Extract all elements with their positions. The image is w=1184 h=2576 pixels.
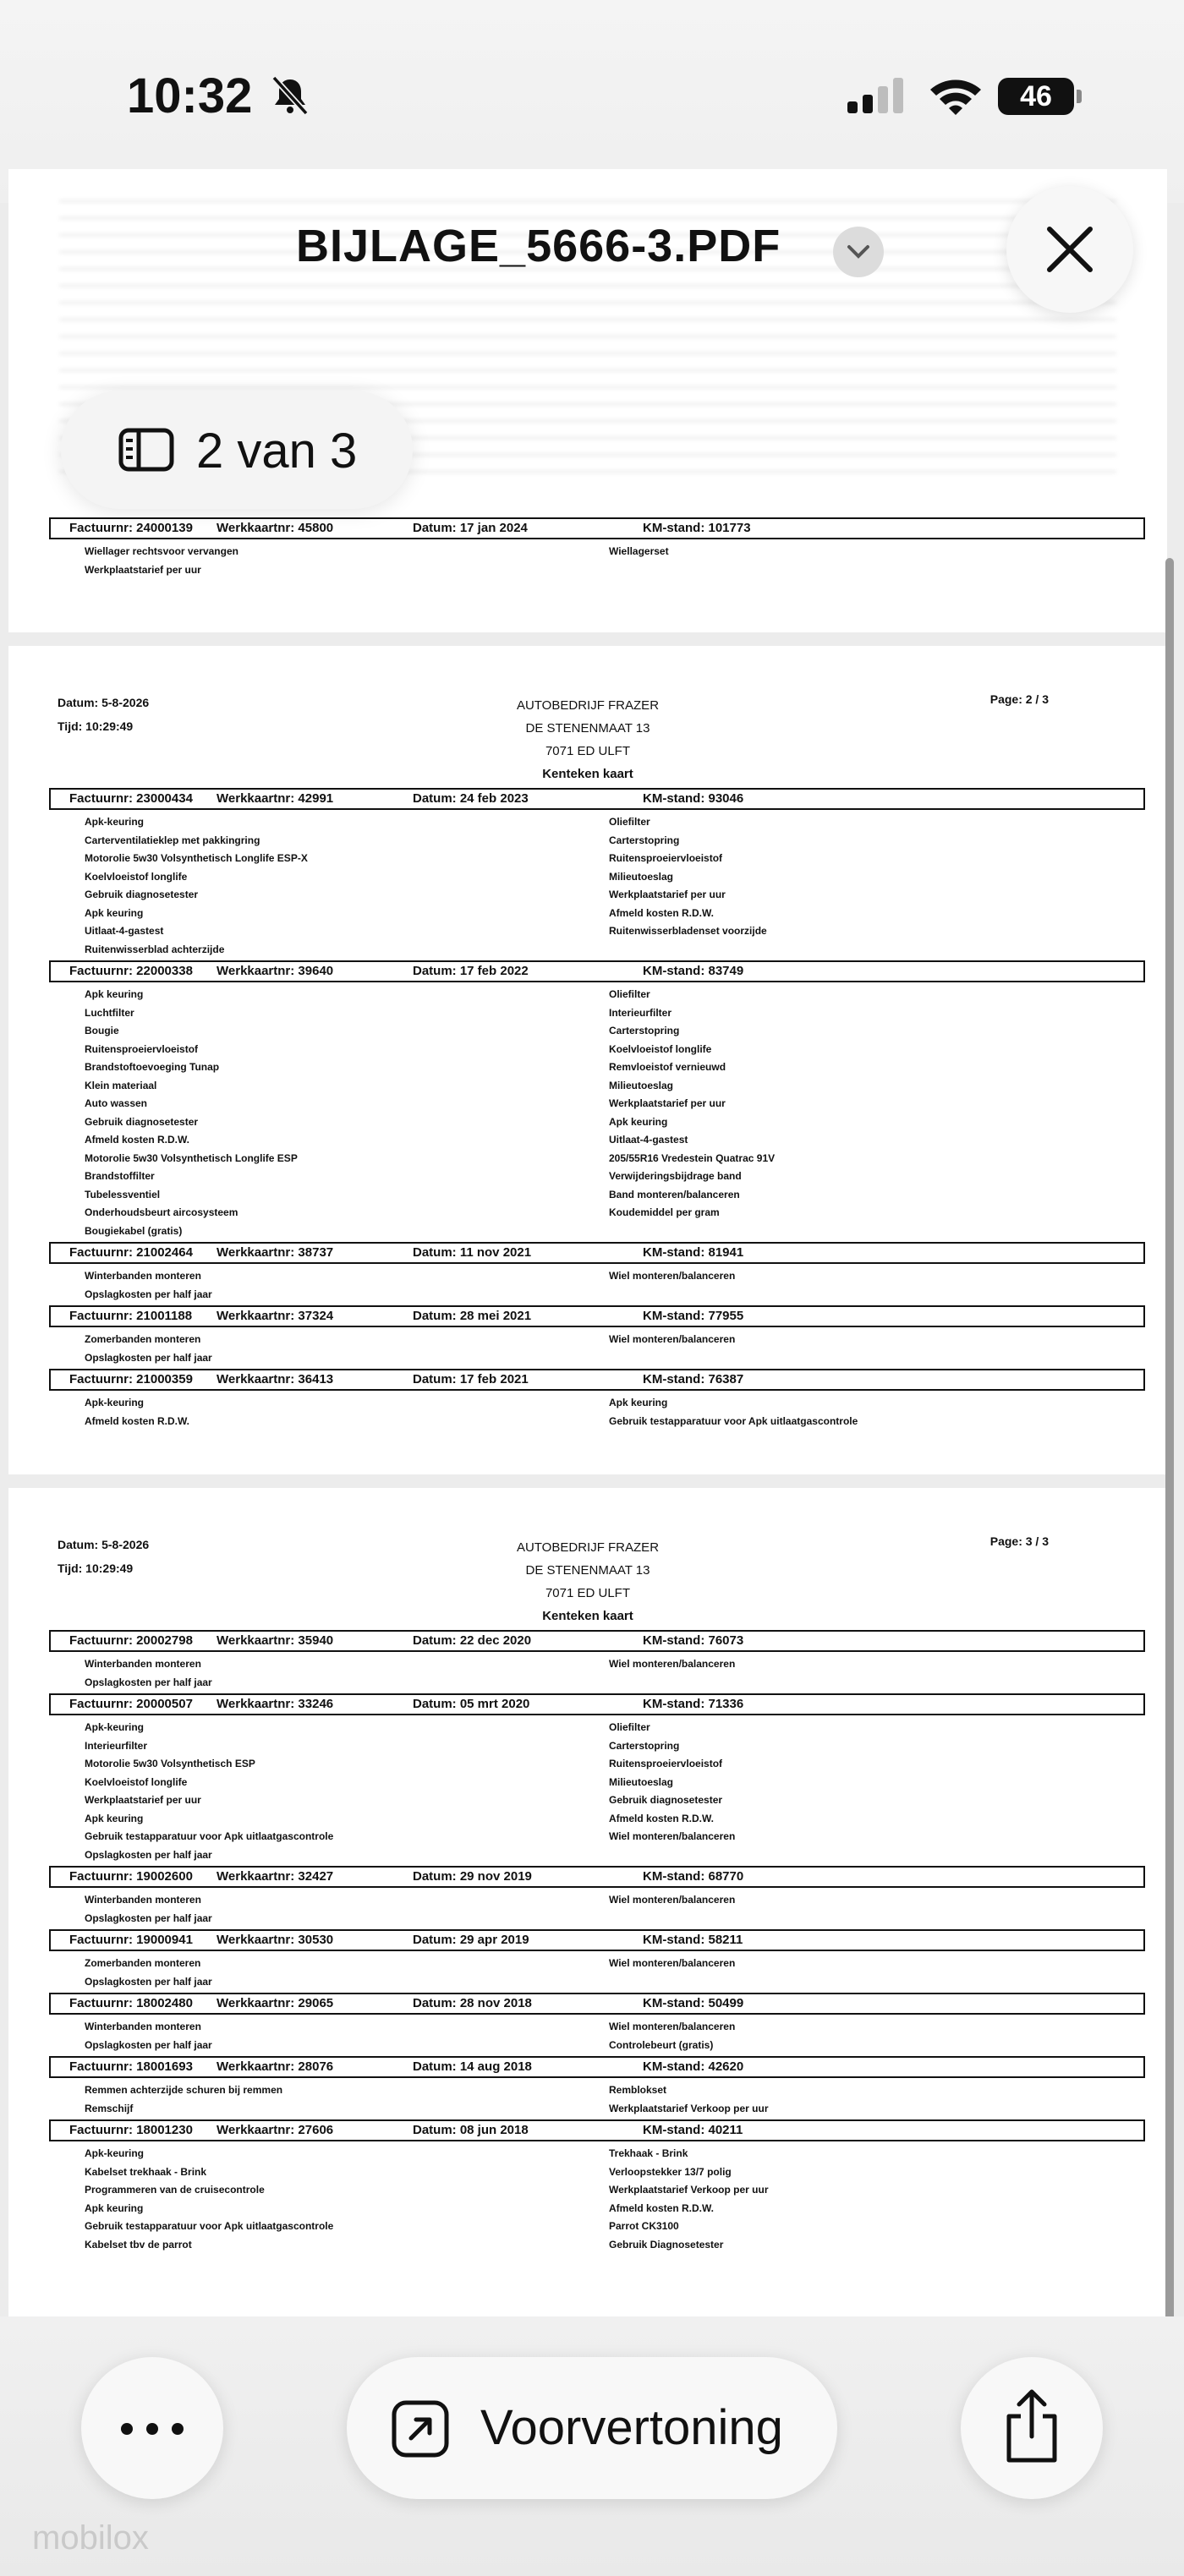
line-item: Brandstoffilter	[85, 1170, 155, 1182]
line-item: Uitlaat-4-gastest	[85, 925, 164, 937]
invoice-date: Datum: 08 jun 2018	[413, 2123, 529, 2137]
km-reading: KM-stand: 68770	[643, 1869, 744, 1884]
line-item: Milieutoeslag	[609, 1775, 674, 1788]
invoice-date: Datum: 22 dec 2020	[413, 1633, 532, 1648]
invoice-number: Factuurnr: 22000338	[69, 964, 193, 978]
line-item: Motorolie 5w30 Volsynthetisch Longlife ESP-X	[85, 852, 308, 864]
line-item: Interieurfilter	[85, 1739, 148, 1752]
line-item: Uitlaat-4-gastest	[609, 1134, 688, 1146]
company-city: 7071 ED ULFT	[545, 744, 631, 758]
invoice-number: Factuurnr: 20000507	[69, 1697, 193, 1711]
line-item: Tubelessventiel	[85, 1188, 161, 1200]
line-item: Kabelset trekhaak - Brink	[85, 2165, 207, 2178]
line-item: Trekhaak - Brink	[609, 2147, 688, 2159]
company-block	[8, 694, 1167, 785]
invoice-number: Factuurnr: 19002600	[69, 1869, 193, 1884]
workcard-number: Werkkaartnr: 28076	[217, 2059, 334, 2074]
line-item: Oliefilter	[609, 1721, 650, 1733]
line-item: Remmen achterzijde schuren bij remmen	[85, 2084, 283, 2096]
line-item: Motorolie 5w30 Volsynthetisch Longlife ESP	[85, 1151, 298, 1164]
invoice-number: Factuurnr: 18002480	[69, 1996, 193, 2010]
line-item: Ruitenwisserblad achterzijde	[85, 943, 225, 955]
line-item: Klein materiaal	[85, 1079, 157, 1091]
line-item: Onderhoudsbeurt aircosysteem	[85, 1206, 238, 1218]
line-item: Oliefilter	[609, 816, 650, 828]
line-item: Ruitenwisserbladenset voorzijde	[609, 925, 767, 937]
workcard-number: Werkkaartnr: 32427	[217, 1869, 334, 1884]
line-item: Werkplaatstarief per uur	[609, 1097, 726, 1109]
line-item: Werkplaatstarief Verkoop per uur	[609, 2184, 769, 2196]
invoice-number: Factuurnr: 24000139	[69, 521, 193, 535]
line-item: Gebruik diagnosetester	[609, 1794, 723, 1806]
line-item: Controlebeurt (gratis)	[609, 2038, 714, 2051]
company-name: AUTOBEDRIJF FRAZER	[516, 698, 660, 713]
company-street: DE STENENMAAT 13	[525, 721, 650, 736]
company-name: AUTOBEDRIJF FRAZER	[516, 1540, 660, 1555]
line-item: Auto wassen	[85, 1097, 148, 1109]
wifi-icon	[926, 74, 985, 118]
km-reading: KM-stand: 83749	[643, 964, 744, 978]
workcard-number: Werkkaartnr: 37324	[217, 1309, 334, 1323]
line-item: Interieurfilter	[609, 1006, 672, 1019]
line-item: Brandstoftoevoeging Tunap	[85, 1061, 220, 1073]
line-item: Gebruik testapparatuur voor Apk uitlaatgascontrole	[85, 2220, 334, 2232]
line-item: Band monteren/balanceren	[609, 1188, 740, 1200]
line-item: Gebruik testapparatuur voor Apk uitlaatgascontrole	[609, 1414, 858, 1427]
page-indicator[interactable]	[61, 391, 413, 509]
page-indicator-label: 2 van 3	[196, 424, 358, 479]
invoice-header-row	[49, 960, 1145, 982]
line-item: Bougiekabel (gratis)	[85, 1224, 183, 1237]
line-item: Opslagkosten per half jaar	[85, 2038, 212, 2051]
km-reading: KM-stand: 50499	[643, 1996, 744, 2010]
pdf-page-3	[8, 1488, 1167, 2316]
print-time: Tijd: 10:29:49	[58, 1561, 134, 1575]
invoice-date: Datum: 11 nov 2021	[413, 1245, 532, 1260]
invoice-date: Datum: 29 nov 2019	[413, 1869, 532, 1884]
open-external-icon	[391, 2399, 450, 2458]
invoice-header-row	[49, 1866, 1145, 1888]
line-item: Opslagkosten per half jaar	[85, 1351, 212, 1364]
invoice-number: Factuurnr: 19000941	[69, 1933, 193, 1947]
line-item: Programmeren van de cruisecontrole	[85, 2184, 265, 2196]
workcard-number: Werkkaartnr: 39640	[217, 964, 334, 978]
line-item: Apk-keuring	[85, 1721, 145, 1733]
invoice-header-row	[49, 2056, 1145, 2078]
invoice-header-row	[49, 1929, 1145, 1951]
line-item: Ruitensproeiervloeistof	[609, 1758, 723, 1769]
line-item: Koelvloeistof longlife	[609, 1042, 712, 1055]
invoice-header-row	[49, 1993, 1145, 2015]
line-item: Opslagkosten per half jaar	[85, 1676, 212, 1688]
invoice-date: Datum: 17 feb 2021	[413, 1372, 529, 1386]
bell-muted-icon	[269, 74, 311, 117]
line-item: Wiellager rechtsvoor vervangen	[85, 545, 238, 557]
line-item: Koelvloeistof longlife	[85, 870, 188, 883]
line-item: Apk-keuring	[85, 816, 145, 828]
km-reading: KM-stand: 71336	[643, 1697, 744, 1711]
line-item: Afmeld kosten R.D.W.	[85, 1134, 190, 1146]
line-item: Apk keuring	[85, 906, 144, 919]
line-item: Gebruik diagnosetester	[85, 889, 199, 900]
line-item: Winterbanden monteren	[85, 1894, 201, 1906]
line-item: Wiel monteren/balanceren	[609, 1658, 736, 1670]
invoice-header-row	[49, 1242, 1145, 1264]
line-item: Afmeld kosten R.D.W.	[609, 1812, 715, 1824]
line-item: Milieutoeslag	[609, 1079, 674, 1091]
line-item: Koelvloeistof longlife	[85, 1775, 188, 1788]
line-item: 205/55R16 Vredestein Quatrac 91V	[609, 1151, 776, 1164]
line-item: Milieutoeslag	[609, 870, 674, 883]
invoice-number: Factuurnr: 18001693	[69, 2059, 193, 2074]
workcard-number: Werkkaartnr: 30530	[217, 1933, 334, 1947]
line-item: Werkplaatstarief Verkoop per uur	[609, 2102, 769, 2114]
invoice-number: Factuurnr: 21000359	[69, 1372, 193, 1386]
invoice-date: Datum: 05 mrt 2020	[413, 1697, 530, 1711]
pdf-page-2	[8, 646, 1167, 1474]
workcard-number: Werkkaartnr: 35940	[217, 1633, 334, 1648]
line-item: Winterbanden monteren	[85, 1270, 201, 1282]
title-menu-button[interactable]	[833, 227, 884, 277]
line-item: Carterventilatieklep met pakkingring	[85, 834, 260, 846]
line-item: Apk keuring	[85, 2201, 144, 2214]
km-reading: KM-stand: 77955	[643, 1309, 744, 1323]
invoice-number: Factuurnr: 23000434	[69, 791, 193, 806]
print-date: Datum: 5-8-2026	[58, 696, 150, 709]
invoice-header-row	[49, 1630, 1145, 1652]
line-item: Kabelset tbv de parrot	[85, 2238, 192, 2251]
workcard-number: Werkkaartnr: 38737	[217, 1245, 334, 1260]
line-item: Carterstopring	[609, 1025, 680, 1036]
line-item: Carterstopring	[609, 1739, 680, 1752]
close-button[interactable]	[1006, 186, 1133, 313]
ellipsis-icon	[118, 2421, 186, 2437]
line-item: Apk keuring	[85, 988, 144, 1000]
line-item: Apk keuring	[609, 1397, 668, 1408]
line-item: Zomerbanden monteren	[85, 1957, 201, 1969]
line-item: Wiel monteren/balanceren	[609, 1270, 736, 1282]
workcard-number: Werkkaartnr: 27606	[217, 2123, 334, 2137]
page-number: Page: 2 / 3	[989, 692, 1049, 706]
preview-button-label: Voorvertoning	[480, 2400, 783, 2455]
line-item: Apk-keuring	[85, 2147, 145, 2159]
company-block	[8, 1536, 1167, 1627]
invoice-number: Factuurnr: 20002798	[69, 1633, 193, 1648]
line-item: Remschijf	[85, 2102, 134, 2114]
invoice-header-row	[49, 517, 1145, 539]
share-icon	[1002, 2387, 1061, 2465]
invoice-number: Factuurnr: 21001188	[69, 1309, 193, 1323]
line-item: Werkplaatstarief per uur	[85, 563, 201, 576]
close-icon	[1043, 222, 1097, 276]
card-title: Kenteken kaart	[542, 1609, 633, 1623]
line-item: Parrot CK3100	[609, 2220, 679, 2232]
document-header	[0, 186, 1184, 321]
workcard-number: Werkkaartnr: 42991	[217, 791, 334, 806]
line-item: Ruitensproeiervloeistof	[609, 852, 723, 864]
line-item: Oliefilter	[609, 988, 650, 1000]
invoice-date: Datum: 29 apr 2019	[413, 1933, 529, 1947]
battery-indicator: 46	[998, 78, 1074, 115]
line-item: Verwijderingsbijdrage band	[609, 1170, 742, 1182]
invoice-date: Datum: 14 aug 2018	[413, 2059, 532, 2074]
line-item: Winterbanden monteren	[85, 2021, 201, 2032]
line-item: Afmeld kosten R.D.W.	[609, 2201, 715, 2214]
km-reading: KM-stand: 40211	[643, 2123, 743, 2137]
page-number: Page: 3 / 3	[989, 1534, 1049, 1548]
line-item: Verloopstekker 13/7 polig	[609, 2165, 732, 2178]
workcard-number: Werkkaartnr: 36413	[217, 1372, 334, 1386]
invoice-date: Datum: 28 mei 2021	[413, 1309, 532, 1323]
km-reading: KM-stand: 76073	[643, 1633, 744, 1648]
workcard-number: Werkkaartnr: 33246	[217, 1697, 334, 1711]
invoice-date: Datum: 17 feb 2022	[413, 964, 529, 978]
line-item: Wiel monteren/balanceren	[609, 2021, 736, 2032]
km-reading: KM-stand: 101773	[643, 521, 751, 535]
line-item: Wiel monteren/balanceren	[609, 1830, 736, 1842]
line-item: Koudemiddel per gram	[609, 1206, 720, 1218]
document-title[interactable]: BIJLAGE_5666-3.PDF	[296, 221, 781, 271]
workcard-number: Werkkaartnr: 45800	[217, 521, 334, 535]
line-item: Zomerbanden monteren	[85, 1333, 201, 1345]
line-item: Remvloeistof vernieuwd	[609, 1061, 726, 1073]
line-item: Wiel monteren/balanceren	[609, 1333, 736, 1345]
km-reading: KM-stand: 42620	[643, 2059, 744, 2074]
line-item: Apk-keuring	[85, 1397, 145, 1408]
line-item: Luchtfilter	[85, 1006, 134, 1019]
line-item: Werkplaatstarief per uur	[85, 1794, 201, 1806]
watermark-logo: mobilox	[32, 2519, 149, 2557]
line-item: Winterbanden monteren	[85, 1658, 201, 1670]
line-item: Carterstopring	[609, 834, 680, 846]
invoice-date: Datum: 17 jan 2024	[413, 521, 528, 535]
line-item: Ruitensproeiervloeistof	[85, 1042, 199, 1055]
invoice-header-row	[49, 1369, 1145, 1391]
invoice-date: Datum: 28 nov 2018	[413, 1996, 532, 2010]
company-street: DE STENENMAAT 13	[525, 1563, 650, 1578]
line-item: Wiel monteren/balanceren	[609, 1894, 736, 1906]
line-item: Bougie	[85, 1025, 119, 1036]
invoice-header-row	[49, 2119, 1145, 2141]
line-item: Gebruik diagnosetester	[85, 1115, 199, 1128]
print-date: Datum: 5-8-2026	[58, 1538, 150, 1551]
status-bar	[0, 51, 1184, 144]
line-item: Wiellagerset	[609, 545, 669, 557]
invoice-number: Factuurnr: 18001230	[69, 2123, 193, 2137]
sidebar-icon	[118, 428, 174, 472]
line-item: Opslagkosten per half jaar	[85, 1911, 212, 1924]
share-button[interactable]	[961, 2357, 1103, 2499]
card-title: Kenteken kaart	[542, 767, 633, 781]
line-item: Werkplaatstarief per uur	[609, 889, 726, 900]
more-button[interactable]	[81, 2357, 223, 2499]
status-time: 10:32	[127, 68, 253, 123]
invoice-number: Factuurnr: 21002464	[69, 1245, 193, 1260]
line-item: Opslagkosten per half jaar	[85, 1288, 212, 1300]
line-item: Opslagkosten per half jaar	[85, 1975, 212, 1988]
km-reading: KM-stand: 93046	[643, 791, 744, 806]
km-reading: KM-stand: 58211	[643, 1933, 743, 1947]
line-item: Remblokset	[609, 2084, 667, 2096]
line-item: Gebruik Diagnosetester	[609, 2238, 724, 2251]
km-reading: KM-stand: 76387	[643, 1372, 744, 1386]
line-item: Gebruik testapparatuur voor Apk uitlaatgascontrole	[85, 1830, 334, 1842]
preview-button[interactable]	[347, 2357, 837, 2499]
km-reading: KM-stand: 81941	[643, 1245, 744, 1260]
invoice-header-row	[49, 1305, 1145, 1327]
line-item: Wiel monteren/balanceren	[609, 1957, 736, 1969]
line-item: Afmeld kosten R.D.W.	[85, 1414, 190, 1427]
invoice-header-row	[49, 788, 1145, 810]
line-item: Apk keuring	[85, 1812, 144, 1824]
line-item: Motorolie 5w30 Volsynthetisch ESP	[85, 1758, 255, 1769]
line-item: Apk keuring	[609, 1115, 668, 1128]
invoice-date: Datum: 24 feb 2023	[413, 791, 529, 806]
workcard-number: Werkkaartnr: 29065	[217, 1996, 334, 2010]
line-item: Opslagkosten per half jaar	[85, 1848, 212, 1861]
invoice-header-row	[49, 1693, 1145, 1715]
company-city: 7071 ED ULFT	[545, 1586, 631, 1600]
chevron-down-icon	[846, 242, 871, 262]
print-time: Tijd: 10:29:49	[58, 719, 134, 733]
line-item: Afmeld kosten R.D.W.	[609, 906, 715, 919]
scrollbar-thumb[interactable]	[1165, 558, 1174, 2350]
cellular-signal-icon	[847, 78, 907, 113]
